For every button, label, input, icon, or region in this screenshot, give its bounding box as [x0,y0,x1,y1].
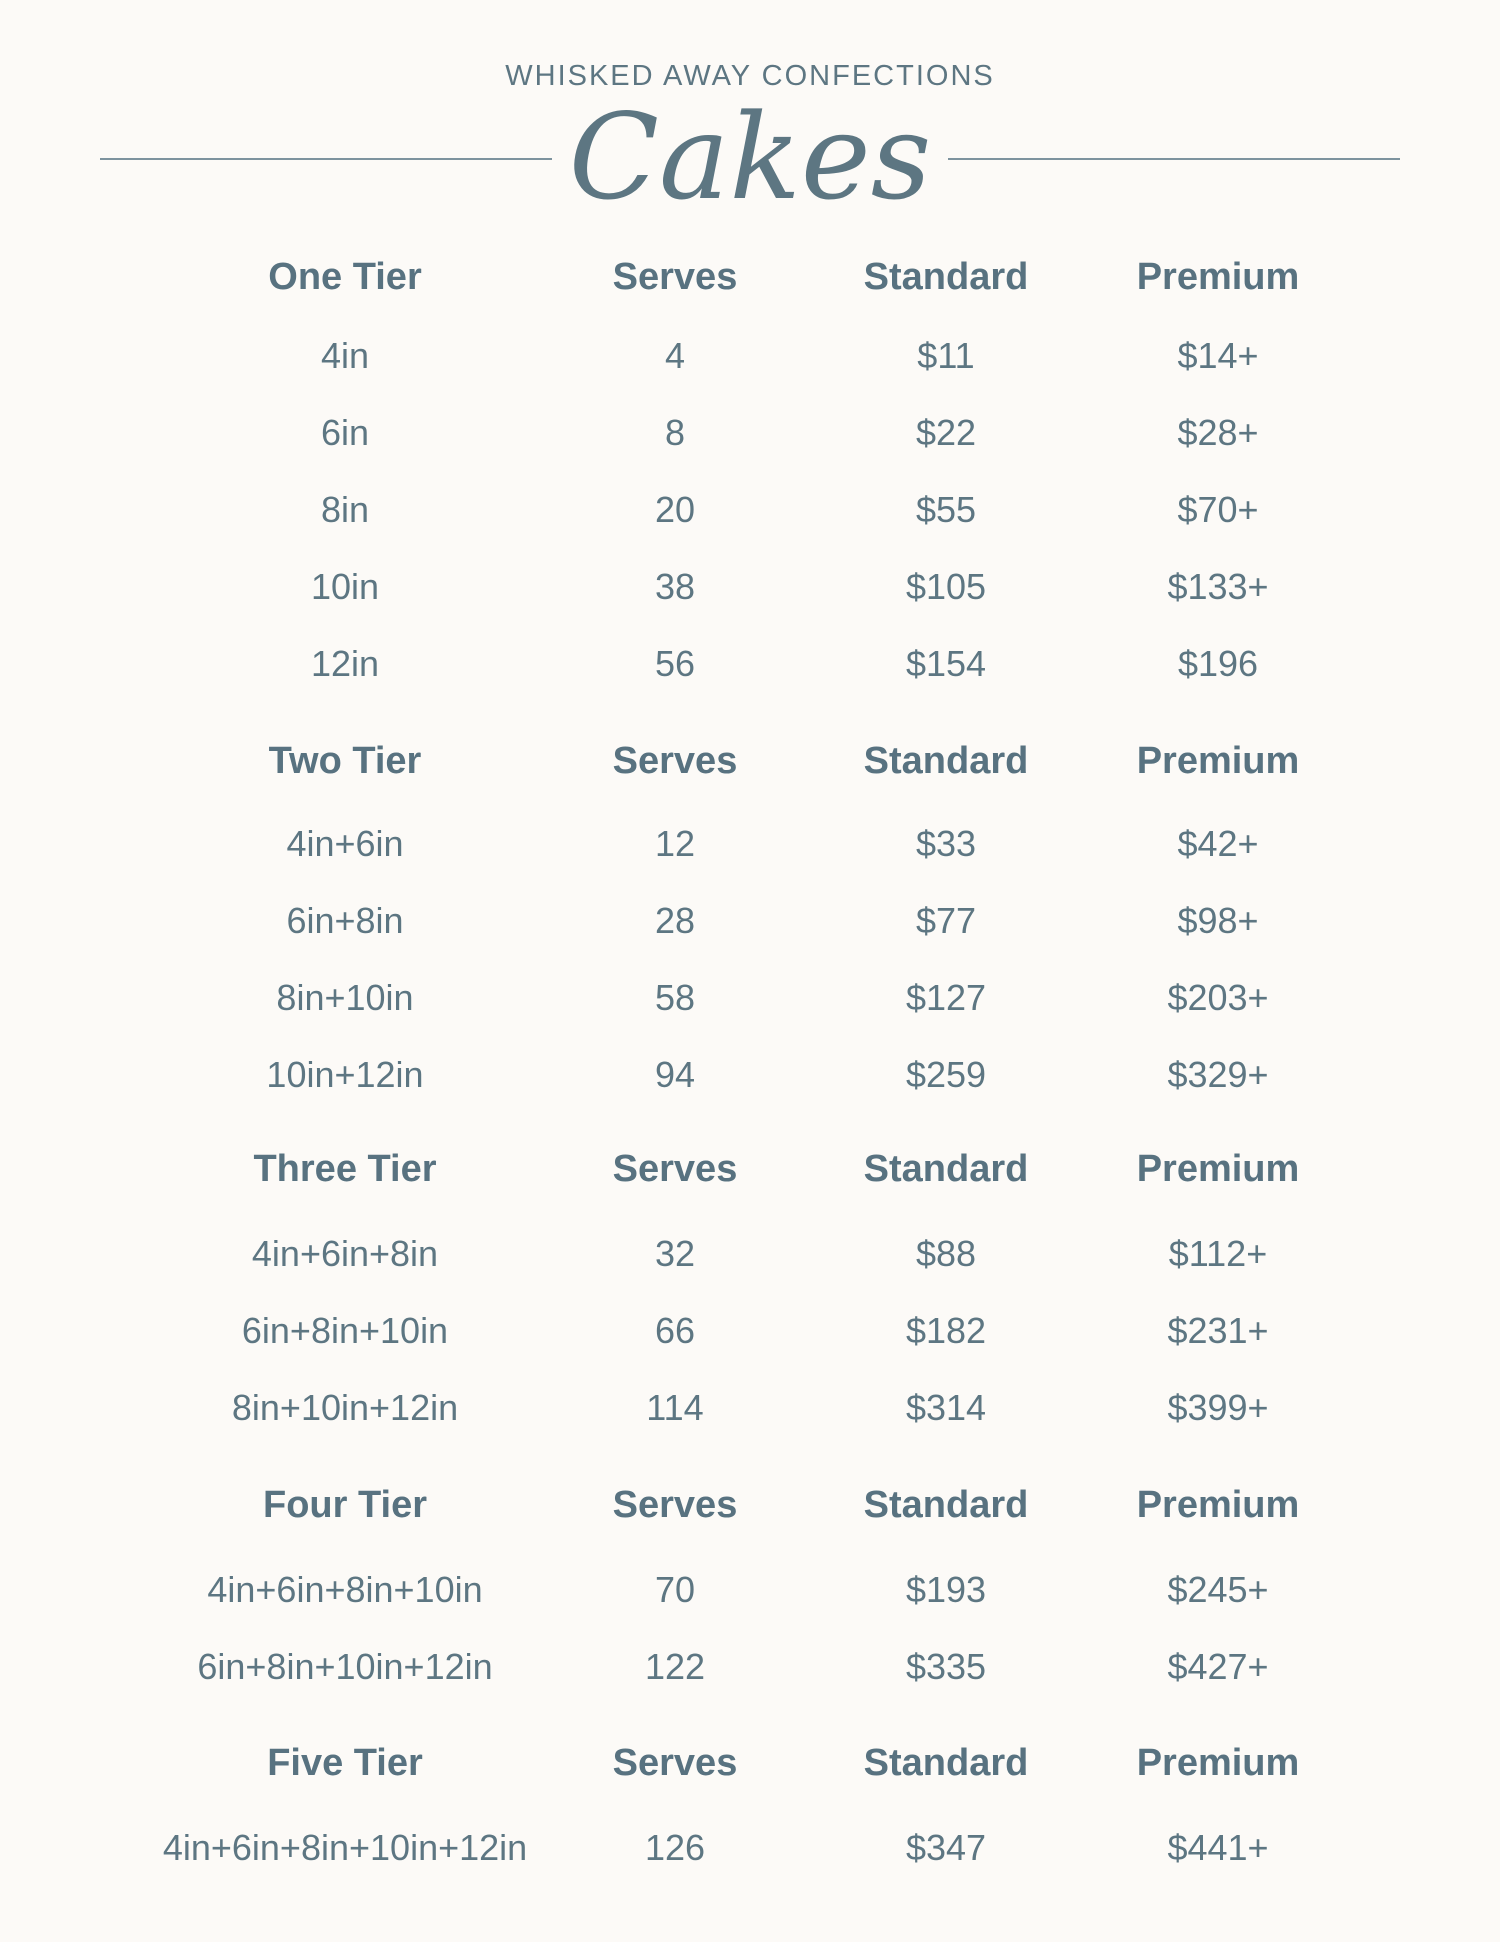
size-cell: 4in [320,335,370,376]
page-title: Cakes [568,88,932,226]
header-serves: Serves [612,1484,738,1526]
size-cell: 12in [310,643,380,684]
premium-price-cell: $203+ [1167,977,1269,1018]
size-cell: 4in+6in+8in+10in [207,1569,483,1610]
table-row [0,1637,1500,1697]
size-cell: 8in [320,489,370,530]
standard-price-cell: $335 [905,1646,987,1687]
section-header-four-tier [0,1475,1500,1535]
standard-price-cell: $88 [915,1233,977,1274]
premium-price-cell: $196 [1177,643,1259,684]
table-row [0,557,1500,617]
header-tier: One Tier [268,256,422,298]
size-cell: 6in+8in+10in+12in [197,1646,493,1687]
serves-cell: 58 [654,977,696,1018]
premium-price-cell: $42+ [1177,823,1259,864]
premium-price-cell: $14+ [1177,335,1259,376]
serves-cell: 8 [664,412,686,453]
header-premium: Premium [1136,1484,1300,1526]
premium-price-cell: $28+ [1177,412,1259,453]
standard-price-cell: $127 [905,977,987,1018]
serves-cell: 20 [654,489,696,530]
premium-price-cell: $112+ [1168,1233,1268,1274]
serves-cell: 28 [654,900,696,941]
table-row [0,891,1500,951]
premium-price-cell: $133+ [1167,566,1269,607]
serves-cell: 12 [654,823,696,864]
size-cell: 6in [320,412,370,453]
table-row [0,634,1500,694]
header-standard: Standard [863,1742,1029,1784]
serves-cell: 56 [654,643,696,684]
header-tier: Three Tier [253,1148,437,1190]
serves-cell: 66 [654,1310,696,1351]
premium-price-cell: $441+ [1167,1827,1269,1868]
size-cell: 10in+12in [266,1054,424,1095]
premium-price-cell: $98+ [1177,900,1259,941]
table-row [0,814,1500,874]
standard-price-cell: $22 [915,412,977,453]
header-serves: Serves [612,740,738,782]
table-row [0,326,1500,386]
serves-cell: 94 [654,1054,696,1095]
table-row [0,403,1500,463]
size-cell: 4in+6in [286,823,404,864]
standard-price-cell: $105 [905,566,987,607]
header-premium: Premium [1136,256,1300,298]
header-serves: Serves [612,1148,738,1190]
standard-price-cell: $193 [905,1569,987,1610]
serves-cell: 114 [646,1387,704,1428]
header-premium: Premium [1136,740,1300,782]
section-header-two-tier [0,731,1500,791]
header-tier: Two Tier [268,740,422,782]
section-header-five-tier [0,1733,1500,1793]
standard-price-cell: $154 [905,643,987,684]
size-cell: 6in+8in+10in [241,1310,449,1351]
standard-price-cell: $314 [905,1387,987,1428]
section-header-one-tier [0,247,1500,307]
header-premium: Premium [1136,1148,1300,1190]
premium-price-cell: $427+ [1167,1646,1269,1687]
standard-price-cell: $55 [915,489,977,530]
premium-price-cell: $329+ [1167,1054,1269,1095]
header-tier: Five Tier [267,1742,423,1784]
header-tier: Four Tier [263,1484,427,1526]
header-serves: Serves [612,1742,738,1784]
table-row [0,1045,1500,1105]
header-premium: Premium [1136,1742,1300,1784]
standard-price-cell: $11 [917,335,975,376]
serves-cell: 4 [664,335,686,376]
header-standard: Standard [863,1148,1029,1190]
size-cell: 8in+10in+12in [231,1387,459,1428]
size-cell: 10in [310,566,380,607]
size-cell: 4in+6in+8in [251,1233,439,1274]
premium-price-cell: $70+ [1177,489,1259,530]
header-standard: Standard [863,256,1029,298]
serves-cell: 126 [644,1827,706,1868]
standard-price-cell: $33 [915,823,977,864]
size-cell: 8in+10in [276,977,414,1018]
table-row [0,1301,1500,1361]
header-standard: Standard [863,740,1029,782]
serves-cell: 70 [654,1569,696,1610]
serves-cell: 32 [654,1233,696,1274]
table-row [0,1818,1500,1878]
standard-price-cell: $347 [905,1827,987,1868]
table-row [0,968,1500,1028]
header-standard: Standard [863,1484,1029,1526]
serves-cell: 122 [644,1646,706,1687]
standard-price-cell: $182 [905,1310,987,1351]
table-row [0,480,1500,540]
size-cell: 6in+8in [286,900,404,941]
size-cell: 4in+6in+8in+10in+12in [162,1827,528,1868]
premium-price-cell: $399+ [1167,1387,1269,1428]
table-row [0,1224,1500,1284]
standard-price-cell: $259 [905,1054,987,1095]
premium-price-cell: $245+ [1167,1569,1269,1610]
serves-cell: 38 [654,566,696,607]
premium-price-cell: $231+ [1167,1310,1269,1351]
standard-price-cell: $77 [915,900,977,941]
brand-name: WHISKED AWAY CONFECTIONS [505,60,995,92]
section-header-three-tier [0,1139,1500,1199]
table-row [0,1378,1500,1438]
header-serves: Serves [612,256,738,298]
table-row [0,1560,1500,1620]
